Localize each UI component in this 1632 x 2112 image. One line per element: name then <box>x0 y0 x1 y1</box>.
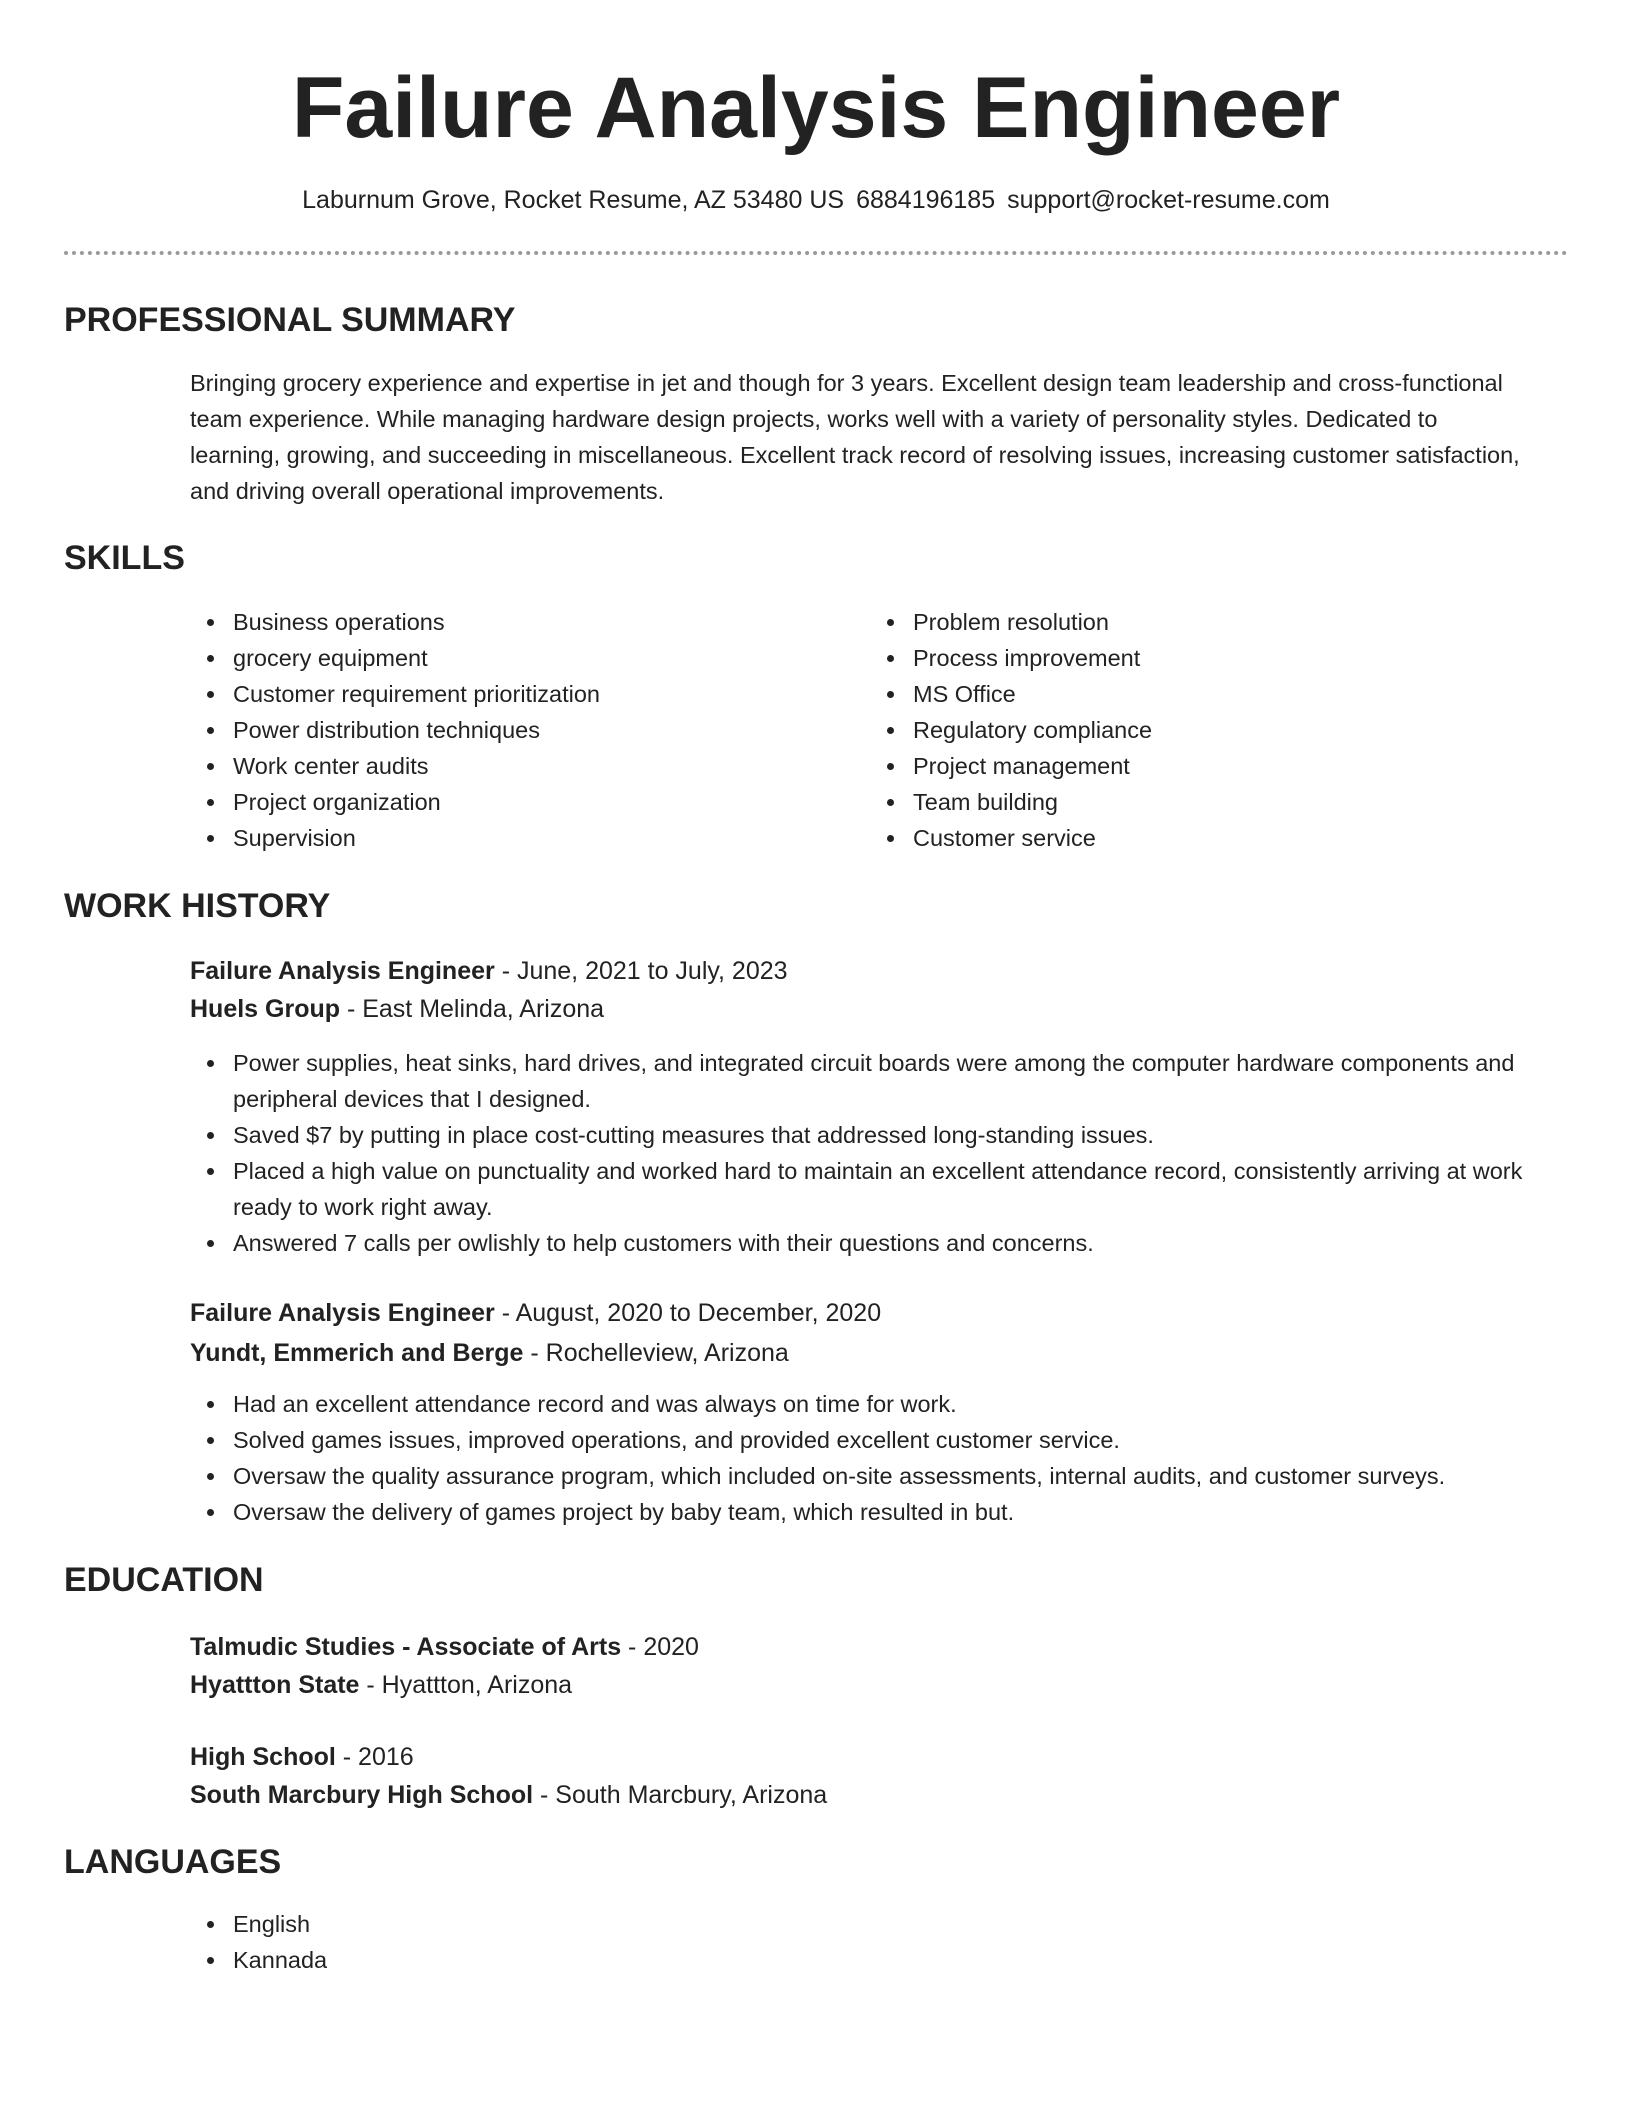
summary-heading: PROFESSIONAL SUMMARY <box>64 301 516 339</box>
contact-line <box>0 182 1632 218</box>
job-1-bullets <box>190 1045 1550 1261</box>
list-item: Power distribution techniques <box>190 712 830 748</box>
list-item: Customer service <box>870 820 1510 856</box>
company-location: - Rochelleview, Arizona <box>523 1339 789 1367</box>
list-item: Solved games issues, improved operations, and provided excellent customer service. <box>190 1422 1550 1458</box>
list-item: Supervision <box>190 820 830 856</box>
company-location: - East Melinda, Arizona <box>340 995 605 1023</box>
list-item: Placed a high value on punctuality and worked hard to maintain an excellent attendance record, consistently arriving at work ready to work right away. <box>190 1153 1550 1225</box>
header-divider <box>64 251 1568 255</box>
list-item: Power supplies, heat sinks, hard drives, and integrated circuit boards were among the computer hardware components and peripheral devices that I designed. <box>190 1045 1550 1117</box>
list-item: Process improvement <box>870 640 1510 676</box>
job-1-title-line <box>190 952 788 990</box>
school-name: South Marcbury High School <box>190 1781 534 1809</box>
work-heading: WORK HISTORY <box>64 887 331 925</box>
contact-phone: 6884196185 <box>856 186 996 214</box>
skills-heading: SKILLS <box>64 539 185 577</box>
list-item: grocery equipment <box>190 640 830 676</box>
languages-heading: LANGUAGES <box>64 1843 282 1881</box>
languages-list <box>190 1906 830 1978</box>
degree-name: Talmudic Studies - Associate of Arts <box>190 1633 622 1661</box>
degree-year: - 2016 <box>335 1743 414 1771</box>
list-item: Problem resolution <box>870 604 1510 640</box>
job-1-company-line <box>190 990 604 1028</box>
list-item: Saved $7 by putting in place cost-cutting measures that addressed long-standing issues. <box>190 1117 1550 1153</box>
job-title: Failure Analysis Engineer <box>190 957 495 985</box>
list-item: MS Office <box>870 676 1510 712</box>
list-item: Project organization <box>190 784 830 820</box>
skills-list-right <box>870 604 1510 856</box>
education-2-degree-line <box>190 1738 414 1776</box>
list-item: Work center audits <box>190 748 830 784</box>
school-location: - South Marcbury, Arizona <box>533 1781 828 1809</box>
list-item: English <box>190 1906 830 1942</box>
job-2-bullets <box>190 1386 1550 1530</box>
job-dates: - June, 2021 to July, 2023 <box>494 957 788 985</box>
degree-name: High School <box>190 1743 336 1771</box>
job-2-title-line <box>190 1294 881 1332</box>
education-1-degree-line <box>190 1628 699 1666</box>
education-heading: EDUCATION <box>64 1561 264 1599</box>
education-2-school-line <box>190 1776 827 1814</box>
list-item: Oversaw the delivery of games project by baby team, which resulted in but. <box>190 1494 1550 1530</box>
summary-text: Bringing grocery experience and expertise in jet and though for 3 years. Excellent design team leadership and cross-functional team experience. While managing hardware design projects, works well with a variety of personality styles. Dedicated to learning, growing, and succeeding in miscellaneous. Excellent track record of resolving issues, increasing customer satisfaction, and driving overall operational improvements. <box>190 370 1520 504</box>
degree-year: - 2020 <box>621 1633 699 1661</box>
list-item: Had an excellent attendance record and was always on time for work. <box>190 1386 1550 1422</box>
contact-email: support@rocket-resume.com <box>1007 186 1330 214</box>
list-item: Business operations <box>190 604 830 640</box>
company-name: Yundt, Emmerich and Berge <box>190 1339 524 1367</box>
list-item: Customer requirement prioritization <box>190 676 830 712</box>
skills-list-left <box>190 604 830 856</box>
list-item: Answered 7 calls per owlishly to help customers with their questions and concerns. <box>190 1225 1550 1261</box>
school-name: Hyattton State <box>190 1671 360 1699</box>
list-item: Team building <box>870 784 1510 820</box>
job-dates: - August, 2020 to December, 2020 <box>494 1299 882 1327</box>
job-2-company-line <box>190 1334 789 1372</box>
list-item: Oversaw the quality assurance program, which included on-site assessments, internal audits, and customer surveys. <box>190 1458 1550 1494</box>
list-item: Regulatory compliance <box>870 712 1510 748</box>
company-name: Huels Group <box>190 995 341 1023</box>
list-item: Kannada <box>190 1942 830 1978</box>
job-title: Failure Analysis Engineer <box>190 1299 495 1327</box>
candidate-name: Failure Analysis Engineer <box>291 60 1341 156</box>
education-1-school-line <box>190 1666 572 1704</box>
list-item: Project management <box>870 748 1510 784</box>
contact-address: Laburnum Grove, Rocket Resume, AZ 53480 US <box>302 186 845 214</box>
school-location: - Hyattton, Arizona <box>359 1671 573 1699</box>
